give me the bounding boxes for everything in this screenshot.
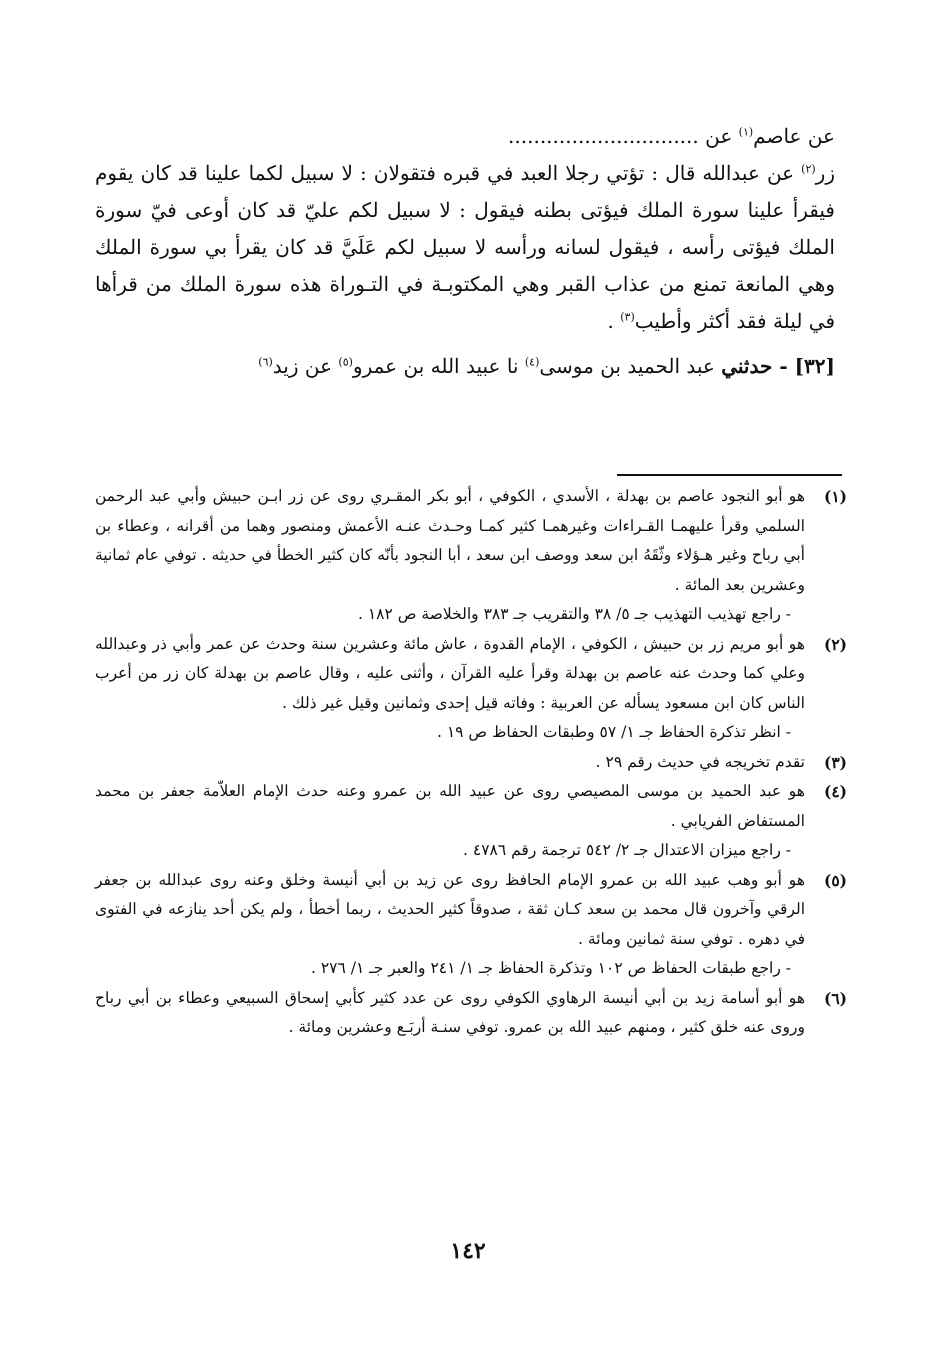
lead-end: عن (705, 124, 739, 148)
hadith-narrator-2: نا عبيد الله بن عمرو (352, 354, 525, 378)
hadith-lead: حدثني (721, 354, 780, 378)
footnote-number: (١) (823, 487, 847, 506)
footnote-marker-2: (٢) (801, 162, 816, 176)
footnote-text: هو أبو النجود عاصم بن بهدلة ، الأسدي ، الكوفي ، أبو بكر المقـري روى عن زر ابـن حبيش وأبي عبد الرحمن السلمي وقرأ عليهمـا القـراءات وغيرهمـا كثير كمـا وحـدث عنـه الأعمش ومنصور وهما من أقرانه ، وعطاء بن أبي رباح وغير هـؤلاء وثّقَهُ ابن سعد ووصف ابن سعد ، أبا النجود بأنّه كان كثير الخطأ في حديثه . توفي عام ثمانية وعشرين بعد المائة . (95, 487, 805, 594)
lead-text: عن عاصم (753, 124, 835, 148)
footnote-number: (٥) (823, 870, 847, 890)
hadith-paragraph (95, 155, 835, 340)
footnote-number: (٦) (823, 988, 847, 1008)
footnote-reference: - راجع ميزان الاعتدال جـ ٢/ ٥٤٢ ترجمة رقم ٤٧٨٦ . (463, 841, 791, 859)
footnotes (95, 482, 847, 1043)
footnote-marker-4: (٤) (524, 355, 540, 369)
footnote-1 (95, 482, 847, 630)
hadith-narrator-1: عبد الحميد بن موسى (539, 354, 722, 378)
page-number: ١٤٢ (450, 1238, 486, 1264)
footnote-marker-6: (٦) (258, 355, 273, 369)
main-text (95, 118, 835, 385)
footnote-marker-1: (١) (738, 125, 754, 139)
footnote-6 (95, 984, 847, 1043)
hadith-narrator-3: عن زيد (272, 354, 339, 378)
footnote-number: (٤) (823, 782, 847, 801)
footnote-text: هو أبو أسامة زيد بن أبي أنيسة الرهاوي الكوفي روى عن عدد كثير كأبي إسحاق السبيعي وعطاء بن أبي رباح وروى عنه خلق كثير ، ومنهم عبيد الله بن عمرو. توفي سنـة أربَـع وعشرين ومائة . (95, 988, 805, 1036)
lead-line (95, 118, 835, 155)
hadith-32-line (95, 348, 835, 385)
footnote-reference: - راجع طبقات الحفاظ ص ١٠٢ وتذكرة الحفاظ جـ ١/ ٢٤١ والعبر جـ ١/ ٢٧٦ . (310, 959, 791, 977)
paragraph-body: عن عبدالله قال : تؤتي رجلا العبد في قبره فتقولان : لا سبيل لكما علينا قد كان يقوم فيقرأ علينا سورة الملك فيؤتى بطنه فيقول : لا سبيل لكم عليّ قد كان أوعى فيّ سورة الملك فيؤتى رأسه ، فيقول لسانه ورأسه لا سبيل لكم عَلَيَّ قد كان يقرأ بي سورة الملك وهي المانعة تمنع من عذاب القبر وهي المكتوبـة في التـوراة هذه سورة الملك من قرأها في ليلة فقد أكثر وأطيب (95, 161, 835, 333)
footnote-marker-3: (٣) (620, 310, 635, 324)
footnote-number: (٣) (823, 752, 847, 772)
footnote-text: هو عبد الحميد بن موسى المصيصي روى عن عبيد الله بن عمرو وعنه حدث الإمام العلاّمة جعفر بن محمد المستفاض الفريابي . (95, 782, 805, 830)
footnote-4 (95, 777, 847, 866)
footnote-marker-5: (٥) (338, 355, 353, 369)
footnote-text: هو أبو مريم زر بن حبيش ، الكوفي ، الإمام القدوة ، عاش مائة وعشرين سنة وحدث عن عمر وأبي ذر وعبدالله وعلي كما وحدث عنه عاصم بن بهدلة وقرأ عليه القرآن ، وأثنى عليه ، وقال عاصم بن بهدلة كان زر من أعرب الناس كان ابن مسعود يسأله عن العربية : وفاته قيل إحدى وثمانين وقيل غير ذلك . (95, 634, 805, 712)
footnote-reference: - انظر تذكرة الحفاظ جـ ١/ ٥٧ وطبقات الحفاظ ص ١٩ . (436, 723, 791, 741)
footnote-number: (٢) (823, 634, 847, 654)
footnote-3 (95, 748, 847, 778)
footnote-text: هو أبو وهب عبيد الله بن عمرو الإمام الحافظ روى عن زيد بن أبي أنيسة وخلق وعنه روى عبدالله بن جعفر الرقي وآخرون قال محمد بن سعد كـان ثقة ، صدوقاً كثير الحديث ، ربما أخطأ ، ولم يكن أحد ينازعه في الفتوى في دهره . توفي سنة ثمانين ومائة . (95, 870, 805, 948)
footnote-text: تقدم تخريجه في حديث رقم ٢٩ . (595, 752, 805, 771)
footnote-divider (617, 474, 842, 476)
lead-dots: .............................. (508, 124, 699, 148)
hadith-number: [٣٢] - (779, 354, 835, 378)
footnote-5 (95, 866, 847, 984)
paragraph-start: زر (815, 161, 835, 185)
footnote-reference: - راجع تهذيب التهذيب جـ ٥/ ٣٨ والتقريب جـ ٣٨٣ والخلاصة ص ١٨٢ . (357, 605, 791, 623)
paragraph-end: . (607, 309, 621, 333)
footnote-2 (95, 630, 847, 748)
